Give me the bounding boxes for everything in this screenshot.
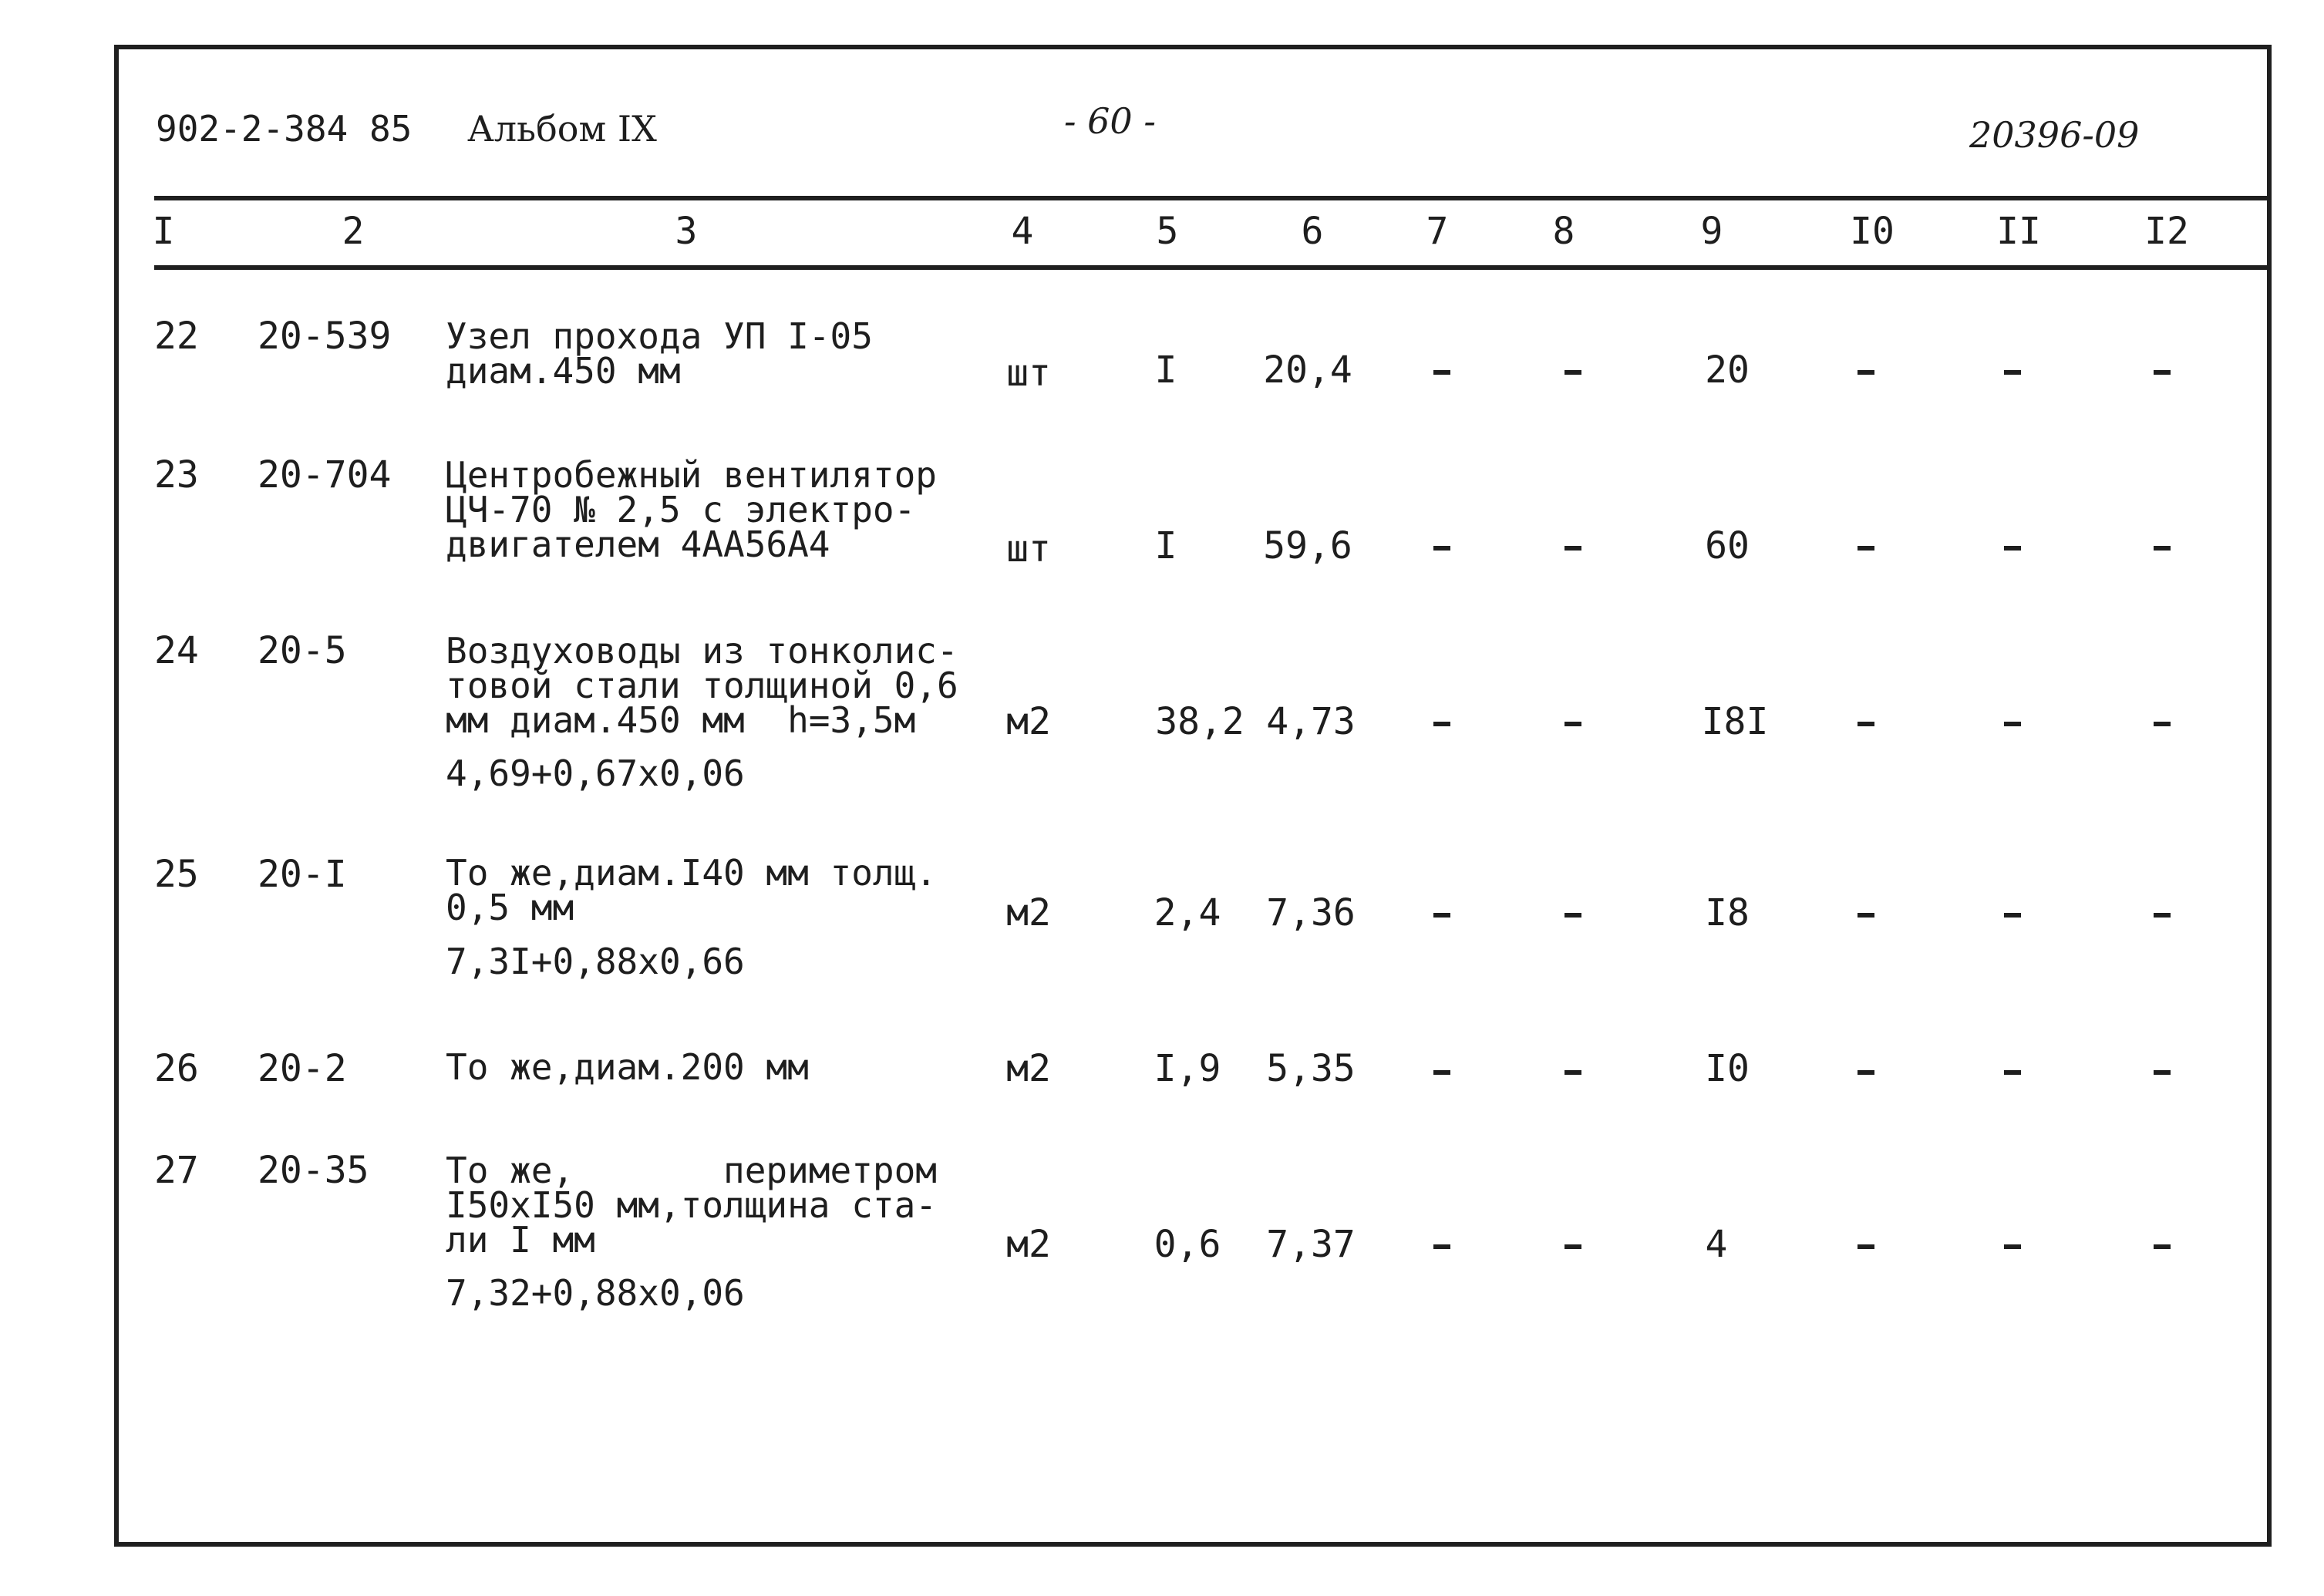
row-col11-dash — [2004, 722, 2021, 726]
row-number: 24 — [154, 629, 199, 672]
row-col8-dash — [1564, 370, 1581, 375]
row-col12-dash — [2154, 1244, 2171, 1249]
row-formula: 7,32+0,88x0,06 — [446, 1272, 745, 1314]
header-rule-top — [154, 196, 2267, 200]
row-col7-dash — [1433, 1070, 1450, 1075]
row-quantity: I — [1154, 348, 1177, 392]
col-header-2: 2 — [342, 210, 365, 253]
row-number: 27 — [154, 1149, 199, 1192]
row-col10-dash — [1858, 1070, 1874, 1075]
row-formula: 7,3I+0,88x0,66 — [446, 941, 745, 982]
row-quantity: 0,6 — [1154, 1223, 1221, 1266]
row-unit: м2 — [1006, 700, 1051, 743]
row-col11-dash — [2004, 1244, 2021, 1249]
row-col8-dash — [1564, 722, 1581, 726]
page-frame — [114, 45, 2272, 1547]
row-col12-dash — [2154, 1070, 2171, 1075]
row-number: 22 — [154, 315, 199, 358]
row-col9: 20 — [1705, 348, 1750, 392]
row-description: Узел прохода УП I-05 диам.450 мм — [446, 315, 873, 392]
col-header-7: 7 — [1426, 210, 1449, 253]
row-col8-dash — [1564, 546, 1581, 551]
row-code: 20-I — [258, 853, 347, 896]
row-unit: м2 — [1006, 891, 1051, 934]
col-header-9: 9 — [1700, 210, 1723, 253]
col-header-12: I2 — [2144, 210, 2189, 253]
header-rule-bottom — [154, 265, 2267, 270]
doc-code: 902-2-384 85 — [156, 108, 413, 150]
row-col8-dash — [1564, 1244, 1581, 1249]
col-header-11: II — [1996, 210, 2041, 253]
row-col10-dash — [1858, 546, 1874, 551]
row-col10-dash — [1858, 370, 1874, 375]
row-col7-dash — [1433, 546, 1450, 551]
row-col8-dash — [1564, 913, 1581, 918]
row-code: 20-5 — [258, 629, 347, 672]
page-number: - 60 - — [1064, 100, 1156, 142]
row-description: То же,диам.I40 мм толщ. 0,5 мм — [446, 852, 937, 928]
col-header-10: I0 — [1850, 210, 1895, 253]
row-price: 5,35 — [1266, 1047, 1356, 1090]
row-col7-dash — [1433, 1244, 1450, 1249]
row-formula: 4,69+0,67x0,06 — [446, 753, 745, 794]
row-col7-dash — [1433, 722, 1450, 726]
row-col10-dash — [1858, 913, 1874, 918]
col-header-3: 3 — [675, 210, 698, 253]
col-header-5: 5 — [1156, 210, 1179, 253]
row-col9: I8 — [1705, 891, 1750, 934]
row-col10-dash — [1858, 1244, 1874, 1249]
row-unit: шт — [1006, 352, 1051, 395]
row-col11-dash — [2004, 546, 2021, 551]
row-description: Воздуховоды из тонколис- товой стали толщиной 0,6 мм диам.450 мм h=3,5м — [446, 630, 958, 741]
album-label: Альбом IX — [467, 108, 657, 150]
row-col9: I8I — [1701, 700, 1769, 743]
row-price: 7,36 — [1266, 891, 1356, 934]
row-price: 7,37 — [1266, 1223, 1356, 1266]
row-quantity: 38,2 — [1155, 700, 1245, 743]
row-col10-dash — [1858, 722, 1874, 726]
row-col12-dash — [2154, 722, 2171, 726]
row-quantity: I,9 — [1154, 1047, 1221, 1090]
row-col11-dash — [2004, 913, 2021, 918]
row-col9: 4 — [1705, 1223, 1728, 1266]
row-col7-dash — [1433, 370, 1450, 375]
row-col12-dash — [2154, 370, 2171, 375]
row-unit: м2 — [1006, 1223, 1051, 1266]
row-price: 20,4 — [1263, 348, 1352, 392]
row-quantity: I — [1154, 524, 1177, 567]
row-col8-dash — [1564, 1070, 1581, 1075]
row-col9: 60 — [1705, 524, 1750, 567]
row-code: 20-704 — [258, 453, 392, 497]
row-number: 26 — [154, 1047, 199, 1090]
row-code: 20-539 — [258, 315, 392, 358]
row-price: 4,73 — [1266, 700, 1356, 743]
row-unit: м2 — [1006, 1047, 1051, 1090]
col-header-1: I — [152, 210, 175, 253]
row-col11-dash — [2004, 1070, 2021, 1075]
row-code: 20-35 — [258, 1149, 369, 1192]
row-description: То же,диам.200 мм — [446, 1046, 809, 1088]
row-col9: I0 — [1705, 1047, 1750, 1090]
row-unit: шт — [1006, 527, 1051, 571]
archive-number: 20396-09 — [1969, 114, 2140, 156]
row-number: 25 — [154, 853, 199, 896]
row-col12-dash — [2154, 913, 2171, 918]
row-price: 59,6 — [1263, 524, 1352, 567]
col-header-6: 6 — [1301, 210, 1324, 253]
row-col7-dash — [1433, 913, 1450, 918]
col-header-8: 8 — [1552, 210, 1575, 253]
row-col11-dash — [2004, 370, 2021, 375]
row-col12-dash — [2154, 546, 2171, 551]
row-code: 20-2 — [258, 1047, 347, 1090]
row-quantity: 2,4 — [1154, 891, 1221, 934]
row-description: То же, периметром I50xI50 мм,толщина ста- ли I мм — [446, 1150, 937, 1261]
col-header-4: 4 — [1011, 210, 1034, 253]
row-number: 23 — [154, 453, 199, 497]
row-description: Центробежный вентилятор ЦЧ-70 № 2,5 с электро- двигателем 4АА56А4 — [446, 454, 937, 565]
